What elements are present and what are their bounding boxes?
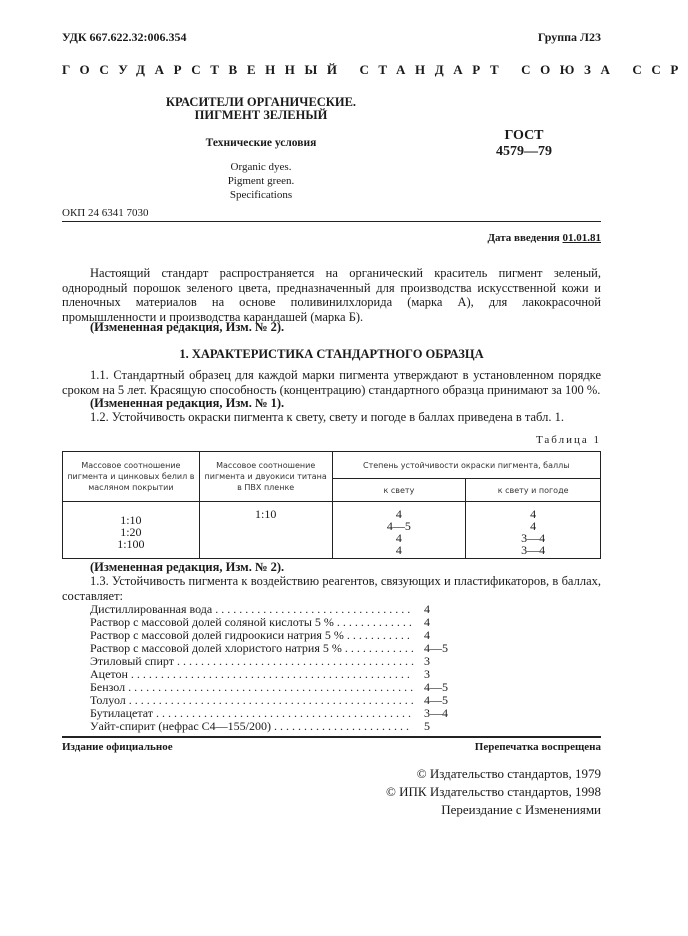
gost-number: 4579—79 xyxy=(496,144,552,159)
list-item-value: 3 xyxy=(424,654,430,668)
group-code: Группа Л23 xyxy=(537,30,601,44)
copyright-1979: © Издательство стандартов, 1979 xyxy=(416,766,601,781)
title-en-2: Pigment green. xyxy=(227,175,295,187)
list-item: Бутилацетат . . . . . . . . . . . . . . . . . . . . . . . . . . . . . . . . . . . . . . . . . . . xyxy=(90,706,411,720)
table-header-titanium: Массовое соотношение пигмента и двуокиси титана в ПВХ пленке xyxy=(199,452,332,502)
list-item: Раствор с массовой долей гидроокиси натрия 5 % . . . . . . . . . . . xyxy=(90,628,410,642)
table-caption: Таблица 1 xyxy=(535,434,601,446)
list-item-value: 4 xyxy=(424,628,430,642)
effective-date-label: Дата введения xyxy=(487,232,560,244)
table-col-light xyxy=(332,502,466,559)
table-cell: 4 xyxy=(395,543,402,557)
table-col-zinc xyxy=(63,502,200,559)
effective-date xyxy=(487,232,601,244)
table-header-light-weather: к свету и погоде xyxy=(466,479,601,502)
footer-divider xyxy=(62,736,601,738)
standard-banner: ГОСУДАРСТВЕННЫЙ СТАНДАРТ СОЮЗА ССР xyxy=(62,62,688,77)
divider xyxy=(62,221,601,222)
table-cell: 1:10 xyxy=(255,507,277,521)
table-cell: 4—5 xyxy=(386,519,411,533)
effective-date-value: 01.01.81 xyxy=(562,232,601,244)
table-cell: 4 xyxy=(530,507,537,521)
list-item-value: 3—4 xyxy=(424,706,448,720)
table-header-zinc: Массовое соотношение пигмента и цинковых белил в масляном покрытии xyxy=(63,452,200,502)
table-cell: 4 xyxy=(395,507,402,521)
reissue-note: Переиздание с Изменениями xyxy=(441,802,601,817)
list-item-value: 5 xyxy=(424,719,430,733)
title-line-2: ПИГМЕНТ ЗЕЛЕНЫЙ xyxy=(194,108,328,122)
list-item: Раствор с массовой долей хлористого натрия 5 % . . . . . . . . . . . . xyxy=(90,641,414,655)
title-en-3: Specifications xyxy=(229,189,293,201)
list-item: Уайт-спирит (нефрас С4—155/200) . . . . . . . . . . . . . . . . . . . . . . . xyxy=(90,719,409,733)
table-1 xyxy=(62,451,601,559)
okp-code: ОКП 24 6341 7030 xyxy=(62,207,149,219)
udk-code: УДК 667.622.32:006.354 xyxy=(62,30,187,44)
table-cell: 1:20 xyxy=(120,525,142,539)
section-heading: 1. ХАРАКТЕРИСТИКА СТАНДАРТНОГО ОБРАЗЦА xyxy=(179,347,484,361)
list-item: Раствор с массовой долей соляной кислоты 5 % . . . . . . . . . . . . . xyxy=(90,615,412,629)
copyright-1998: © ИПК Издательство стандартов, 1998 xyxy=(386,784,601,799)
list-item: Дистиллированная вода . . . . . . . . . . . . . . . . . . . . . . . . . . . . . . . . . xyxy=(90,602,411,616)
paragraph-1-1-edit: (Измененная редакция, Изм. № 1). xyxy=(90,396,285,410)
list-item-value: 3 xyxy=(424,667,430,681)
table-header-light: к свету xyxy=(332,479,466,502)
list-item: Бензол . . . . . . . . . . . . . . . . . . . . . . . . . . . . . . . . . . . . . . . . . . . . . . . . xyxy=(90,680,414,694)
table-edit-note: (Измененная редакция, Изм. № 2). xyxy=(90,560,285,574)
table-col-titanium xyxy=(199,502,332,559)
list-item-value: 4—5 xyxy=(424,693,448,707)
list-item-value: 4 xyxy=(424,615,430,629)
subtitle: Технические условия xyxy=(205,137,317,149)
list-item: Ацетон . . . . . . . . . . . . . . . . . . . . . . . . . . . . . . . . . . . . . . . . . . . . . . . xyxy=(90,667,410,681)
list-item: Этиловый спирт . . . . . . . . . . . . . . . . . . . . . . . . . . . . . . . . . . . . . . . . xyxy=(90,654,414,668)
table-cell: 3—4 xyxy=(521,531,546,545)
gost-label: ГОСТ xyxy=(504,128,544,143)
title-en-1: Organic dyes. xyxy=(230,161,292,173)
title-line-1: КРАСИТЕЛИ ОРГАНИЧЕСКИЕ. xyxy=(165,95,357,109)
table-cell: 4 xyxy=(530,519,537,533)
official-edition: Издание официальное xyxy=(62,741,173,753)
table-cell: 4 xyxy=(395,531,402,545)
table-header-resistance: Степень устойчивости окраски пигмента, баллы xyxy=(332,452,600,479)
table-cell: 1:100 xyxy=(117,537,145,551)
intro-edit-note: (Измененная редакция, Изм. № 2). xyxy=(90,320,285,334)
list-item-value: 4 xyxy=(424,602,430,616)
reprint-notice: Перепечатка воспрещена xyxy=(474,741,601,753)
list-item-value: 4—5 xyxy=(424,641,448,655)
intro-paragraph: Настоящий стандарт распространяется на органический краситель пигмент зеленый, однородный порошок зеленого цвета, предназначенный для производства искусственной кожи и пленочных материалов на основе поливинилхлорида (марка А), для лакокрасочной промышленности и производства карандашей (марка Б). xyxy=(62,266,601,324)
table-cell: 3—4 xyxy=(521,543,546,557)
table-col-light-weather xyxy=(466,502,601,559)
table-cell: 1:10 xyxy=(120,513,142,527)
paragraph-1-1: 1.1. Стандартный образец для каждой марки пигмента утверждают в установленном порядке сроком на 5 лет. Красящую способность (концентрацию) стандартного образца принимают за 100 %. xyxy=(62,368,601,397)
paragraph-1-3: 1.3. Устойчивость пигмента к воздействию реагентов, связующих и пластификаторов, в баллах, составляет: xyxy=(62,574,601,603)
list-item-value: 4—5 xyxy=(424,680,448,694)
list-item: Толуол . . . . . . . . . . . . . . . . . . . . . . . . . . . . . . . . . . . . . . . . . . . . . . . . xyxy=(90,693,414,707)
paragraph-1-2: 1.2. Устойчивость окраски пигмента к свету, свету и погоде в баллах приведена в табл. 1. xyxy=(90,410,564,424)
